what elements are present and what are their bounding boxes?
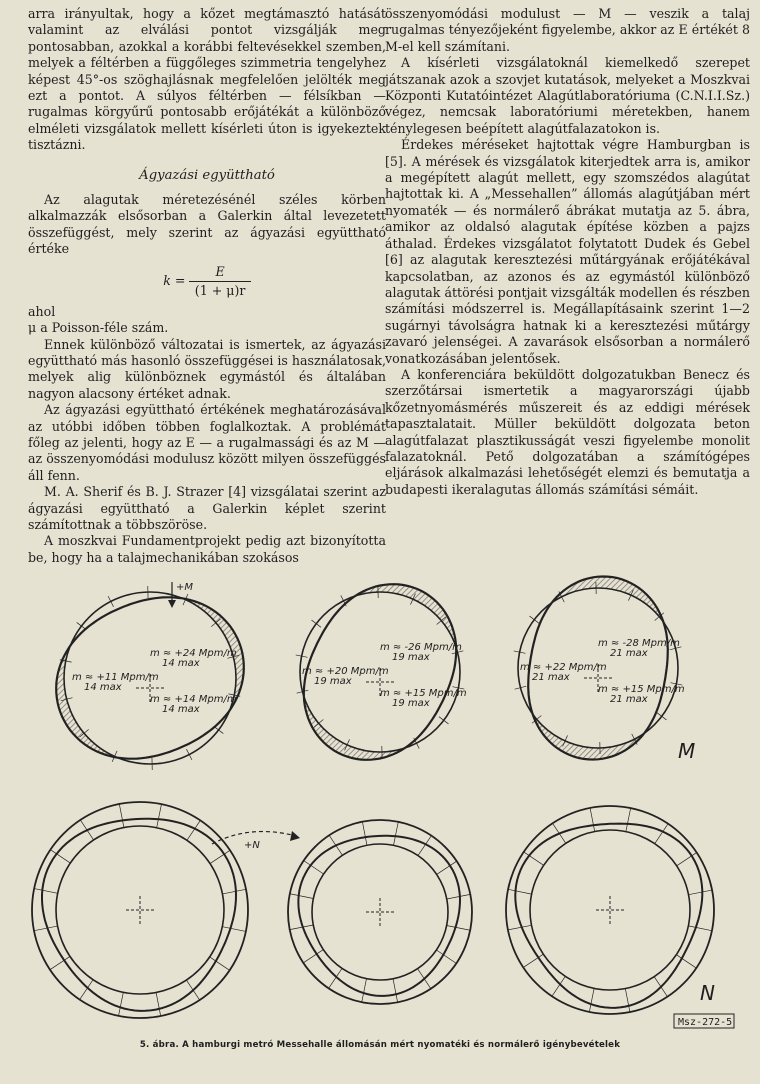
inner-lining-outline <box>530 830 690 990</box>
moment-label-top-sub: 14 max <box>162 658 200 669</box>
push-n-label: +N <box>244 840 260 851</box>
outer-lining-outline <box>32 802 248 1018</box>
moment-label-top: m ≈ -28 Mpm/m <box>598 638 680 649</box>
moment-label-left: m ≈ +20 Mpm/m <box>302 666 389 677</box>
moment-label-bottom: m ≈ +15 Mpm/m <box>380 688 467 699</box>
formula-denominator: (1 + μ)r <box>194 283 246 299</box>
moment-label-bottom-sub: 14 max <box>162 704 200 715</box>
paragraph: Az ágyazási együttható értékének meghatározásával az utóbbi időben többen foglalkoztak. A problémát főleg az jelenti, hogy az E — a rugalmassági és az M — az összenyomódási modulusz között milyen összefüggés áll fenn. <box>28 402 386 483</box>
outer-lining-outline <box>288 820 472 1004</box>
moment-label-left-sub: 14 max <box>84 682 122 693</box>
galerkin-formula <box>28 262 386 302</box>
moment-ring-2 <box>296 584 467 760</box>
inner-lining-outline <box>312 844 448 980</box>
figure-stamp <box>674 1014 734 1028</box>
moment-label-bottom-sub: 19 max <box>392 698 430 709</box>
formula-numerator: E <box>189 264 250 282</box>
paragraph: A kísérleti vizsgálatoknál kiemelkedő szerepet játszanak azok a szovjet kutatások, melyeket a Moszkvai Központi Kutatóintézet Alagútlaboratóriuma (C.N.I.I.Sz.) végez, nemcsak laboratóriumi méretekben, hanem ténylegesen beépített alagútfalazatokon is. <box>385 55 750 136</box>
moment-label-left-sub: 19 max <box>314 676 352 687</box>
moment-label-bottom: m ≈ +14 Mpm/m <box>150 694 237 705</box>
left-column <box>28 6 386 566</box>
where-word: ahol <box>28 303 56 319</box>
row-m-label: M <box>678 739 696 763</box>
moment-label-top: m ≈ +24 Mpm/m <box>150 648 237 659</box>
intro-paragraph: arra irányultak, hogy a kőzet megtámasztó hatását valamint az elválási pontot vizsgálják meg pontosabban, azokkal a korábbi feltevésekkel szemben, melyek a féltérben a függőleges szimmetria tengelyhez képest 45°-os szöghajlásnak megfelelően jelölték meg ezt a pontot. A súlyos féltérben — félsíkban — rugalmas körgyűrű pontosabb erőjátékát a különböző elméleti vizsgálatok mellett kísérleti úton is igyekeztek tisztázni. <box>28 6 386 153</box>
paragraph: M. A. Sherif és B. J. Strazer [4] vizsgálatai szerint az ágyazási együttható a Galerkin képlet szerint számítottnak a többszöröse. <box>28 484 386 532</box>
formula-fraction <box>189 264 250 300</box>
moment-label-bottom-sub: 21 max <box>610 694 648 705</box>
normal-force-diagrams <box>32 802 714 1018</box>
right-column <box>385 6 750 498</box>
formula-lhs: k = <box>163 273 186 289</box>
where-definition: μ a Poisson-féle szám. <box>28 320 169 336</box>
push-m-label: +M <box>176 582 194 593</box>
stamp-text: Msz-272-5 <box>678 1017 733 1028</box>
paragraph: A konferenciára beküldött dolgozatukban Benecz és szerzőtársai ismertetik a magyarországi újabb kőzetnyomásmérés műszereit és az eddigi mérések tapasztalatait. Müller beküldött dolgozata beton alagútfalazat plasztikusságát veszi figyelembe monolit falazatoknál. Pető dolgozatában a számítógépes eljárások alkalmazási lehetőségét elemzi és bemutatja a budapesti ikeralagutas állomás számítási sémáit. <box>385 366 750 497</box>
moment-label-top: m ≈ -26 Mpm/m <box>380 642 462 653</box>
section-heading: Ágyazási együttható <box>139 167 275 183</box>
normal-force-ring-1 <box>32 802 248 1018</box>
moment-normal-force-figure <box>0 560 760 1040</box>
moment-label-bottom: m ≈ +15 Mpm/m <box>598 684 685 695</box>
moment-label-top-sub: 21 max <box>610 648 648 659</box>
row-n-label: N <box>700 981 715 1005</box>
normal-force-ring-2 <box>288 820 472 1004</box>
moment-diagrams <box>56 577 685 770</box>
paragraph: összenyomódási modulust — M — veszik a talaj rugalmas tényezőjeként figyelembe, akkor az E értékét 8 M-el kell számítani. <box>385 6 750 54</box>
paragraph: Ennek különböző változatai is ismertek, az ágyazási együttható más hasonló összefüggései is használatosak, melyek alig különböznek egymástól és általában nagyon alacsony értéket adnak. <box>28 336 386 401</box>
moment-label-left-sub: 21 max <box>532 672 570 683</box>
outer-lining-outline <box>506 806 714 1014</box>
normal-force-curve <box>42 819 236 1011</box>
figure-caption: 5. ábra. A hamburgi metró Messehalle állomásán mért nyomatéki és normálerő igénybevételek <box>139 1040 621 1050</box>
moment-label-left: m ≈ +22 Mpm/m <box>520 662 607 673</box>
paragraph: Érdekes méréseket hajtottak végre Hamburgban is [5]. A mérések és vizsgálatok kiterjedtek arra is, amikor a megépített alagút mellett, egy szomszédos alagútat hajtottak ki. A „Messehallen” állomás alagútjában mért nyomaték — és normálerő ábrákat mutatja az 5. ábra, amikor az oldalsó alagutak építése közben a pajzs áthalad. Érdekes vizsgálatot folytatott Dudek és Gebel [6] az alagutak keresztezési műtárgyának erőjátékával kapcsolatban, az azonos és az egymástól különböző alagutak áttörési pontjait vizsgálták modellen és részben számítási módszerrel is. Megállapításaink szerint 1—2 sugárnyi távolságra hatnak ki a keresztezési műtárgy zavaró jelenségei. A zavarások elsősorban a normálerő vonatkozásában jelentősek. <box>385 137 750 366</box>
moment-label-left: m ≈ +11 Mpm/m <box>72 672 159 683</box>
paragraph: Az alagutak méretezésénél széles körben alkalmazzák elsősorban a Galerkin által levezetett összefüggést, mely szerint az ágyazási együttható értéke <box>28 192 386 257</box>
normal-force-curve <box>515 824 702 1008</box>
normal-force-curve <box>298 836 460 996</box>
paragraph: A moszkvai Fundamentprojekt pedig azt bizonyította be, hogy ha a talajmechanikában szokásos <box>28 533 386 565</box>
moment-ring-3 <box>514 577 685 760</box>
push-n-arrow <box>212 831 300 851</box>
moment-label-top-sub: 19 max <box>392 652 430 663</box>
moment-ring-1 <box>56 586 244 770</box>
inner-lining-outline <box>56 826 224 994</box>
normal-force-ring-3 <box>506 806 714 1014</box>
